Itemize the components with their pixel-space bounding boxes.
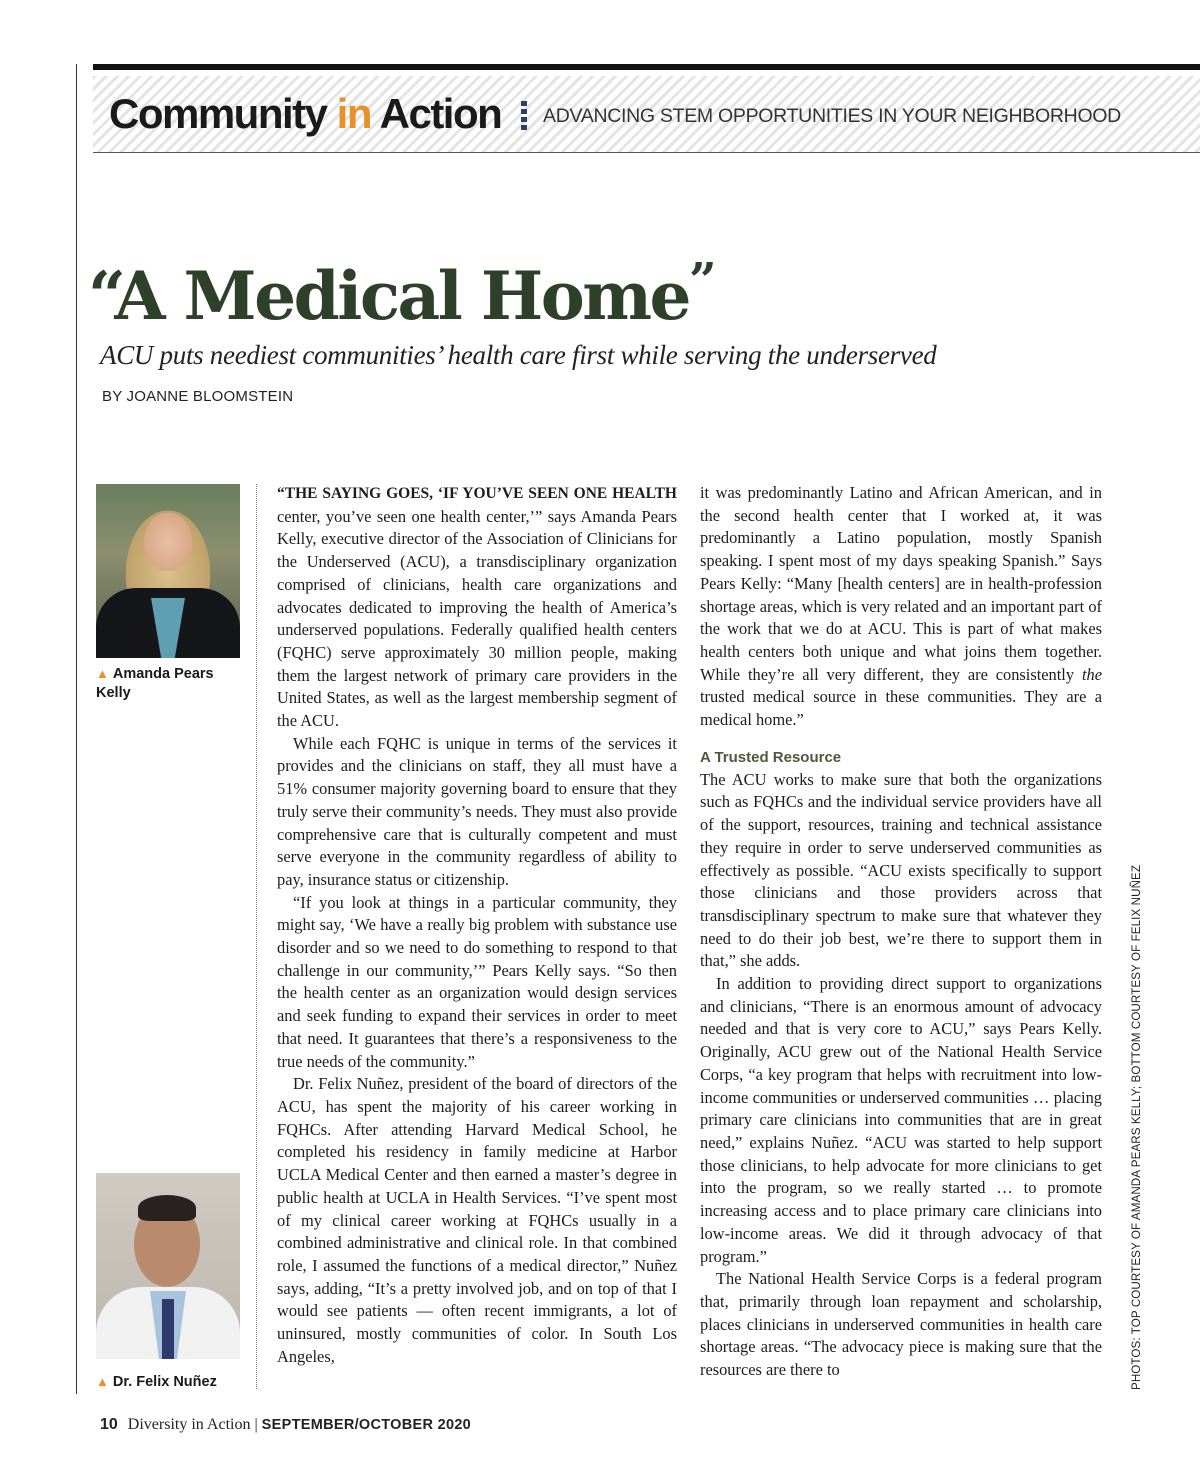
photo-caption-1 — [96, 664, 240, 703]
photo-caption-2 — [96, 1372, 240, 1392]
article-column-2 — [700, 482, 1102, 1382]
column-divider — [256, 484, 257, 1389]
lead-in-caps: “THE SAYING GOES, ‘IF YOU’VE SEEN ONE HEALTH — [277, 485, 677, 502]
caption-triangle-icon: ▲ — [96, 666, 109, 681]
paragraph-text: it was predominantly Latino and African American, and in the second health center that I worked at, it was predominantly a Latino population, mostly Spanish speaking. I spent most of my days speaking Spanish.” Says Pears Kelly: “Many [health centers] are in health-profession shortage areas, which is very related and an important part of the work that we do at ACU. This is part of what makes health centers both unique and what joins them together. While they’re all very different, they are consistently — [700, 483, 1102, 684]
amanda-pears-kelly-photo — [96, 484, 240, 658]
caption-triangle-icon: ▲ — [96, 1374, 109, 1389]
paragraph — [700, 482, 1102, 732]
caption-text: Amanda Pears Kelly — [96, 666, 214, 701]
section-title-in: in — [336, 90, 371, 137]
paragraph: The ACU works to make sure that both the organizations such as FQHCs and the individual service providers have all of the support, resources, training and technical assistance they require in order to serve underserved communities as effectively as possible. “ACU exists specifically to support those clinicians and those providers across that transdisciplinary spectrum to make sure that whatever they need to do their job best, we’re there to support them in that,” she adds. — [700, 769, 1102, 971]
photo-hair — [138, 1195, 196, 1221]
issue-date: SEPTEMBER/OCTOBER 2020 — [261, 1417, 472, 1433]
paragraph: While each FQHC is unique in terms of the services it provides and the clinicians on staff, they all must have a 51% consumer majority governing board to ensure that they truly serve their community’s needs. They must also provide comprehensive care that is culturally competent and must serve everyone in the community regardless of ability to pay, insurance status or citizenship. — [277, 733, 677, 889]
paragraph: The National Health Service Corps is a federal program that, primarily through loan repayment and scholarship, places clinicians in underserved communities in health care shortage areas. “The advocacy piece is making sure that the resources are there to — [700, 1269, 1102, 1380]
paragraph-text: trusted medical source in these communities. They are a medical home.” — [700, 687, 1102, 730]
emphasis-text: the — [1081, 664, 1102, 684]
section-banner — [93, 76, 1200, 153]
footer-separator: | — [254, 1416, 258, 1433]
section-subhead: A Trusted Resource — [700, 748, 842, 766]
section-top-bar — [93, 64, 1200, 70]
caption-text: Dr. Felix Nuñez — [112, 1374, 217, 1390]
banner-separator-icon — [521, 101, 527, 131]
article-column-1 — [277, 482, 677, 1368]
paragraph: In addition to providing direct support to organizations and clinicians, “There is an enormous amount of advocacy needed and that is very core to ACU,” says Pears Kelly. Originally, ACU grew out of the National Health Service Corps, “a key program that helps with recruitment into low-income communities or underserved communities … placing primary care clinicians into communities that are in great need,” explains Nuñez. “ACU was started to help support those clinicians, to help advocate for more clinicians to get into the program, so we really started … to promote increasing access and to place primary care clinicians into low-income areas. We did it through advocacy of that program.” — [700, 974, 1102, 1266]
section-title-part1: Community — [109, 90, 327, 137]
section-title — [109, 86, 501, 142]
page-footer — [100, 1416, 471, 1434]
headline-text: A Medical Home — [114, 257, 690, 335]
open-quote: “ — [88, 257, 115, 335]
close-quote: ” — [689, 253, 715, 309]
article-byline: BY JOANNE BLOOMSTEIN — [102, 388, 294, 405]
paragraph — [277, 482, 677, 733]
felix-nunez-photo — [96, 1173, 240, 1359]
article-deck: ACU puts neediest communities’ health care first while serving the underserved — [100, 340, 937, 370]
page-margin-rule — [76, 64, 77, 1394]
paragraph-text: center, you’ve seen one health center,’” says Amanda Pears Kelly, executive director of the Association of Clinicians for the Underserved (ACU), a transdisciplinary organization comprised of clinicians, health care organizations and advocates dedicated to improving the health of America’s underserved populations. Federally qualified health centers (FQHC) serve approximately 30 million people, making them the largest network of primary care providers in the United States, as well as the largest membership segment of the ACU. — [277, 506, 677, 731]
page-number: 10 — [100, 1416, 118, 1433]
photo-credit: PHOTOS: TOP COURTESY OF AMANDA PEARS KELLY; BOTTOM COURTESY OF FELIX NUÑEZ — [1130, 864, 1143, 1390]
paragraph: “If you look at things in a particular community, they might say, ‘We have a really big problem with substance use disorder and so we need to do something to respond to that challenge in our community,’” Pears Kelly says. “So then the health center as an organization would design services and seek funding to expand their services in order to meet that need. It guarantees that there’s a responsiveness to the true needs of the community.” — [277, 892, 677, 1071]
paragraph: Dr. Felix Nuñez, president of the board of directors of the ACU, has spent the majority of his career working in FQHCs. After attending Harvard Medical School, he completed his residency in family medicine at Harbor UCLA Medical Center and then earned a master’s degree in public health at UCLA in Health Services. “I’ve spent most of my clinical career working at FQHCs usually in a combined administrative and clinical role. In that combined role, I assumed the functions of a medical director,” Nuñez says, adding, “It’s a pretty involved job, and on top of that I would see patients — often recent immigrants, a lot of uninsured, mostly communities of color. In South Los Angeles, — [277, 1074, 677, 1366]
photo-tie — [162, 1299, 174, 1359]
publication-name: Diversity in Action — [127, 1416, 251, 1433]
section-subtitle: ADVANCING STEM OPPORTUNITIES IN YOUR NEIGHBORHOOD — [543, 105, 1121, 127]
section-title-part2: Action — [379, 90, 502, 137]
article-headline — [88, 236, 714, 341]
